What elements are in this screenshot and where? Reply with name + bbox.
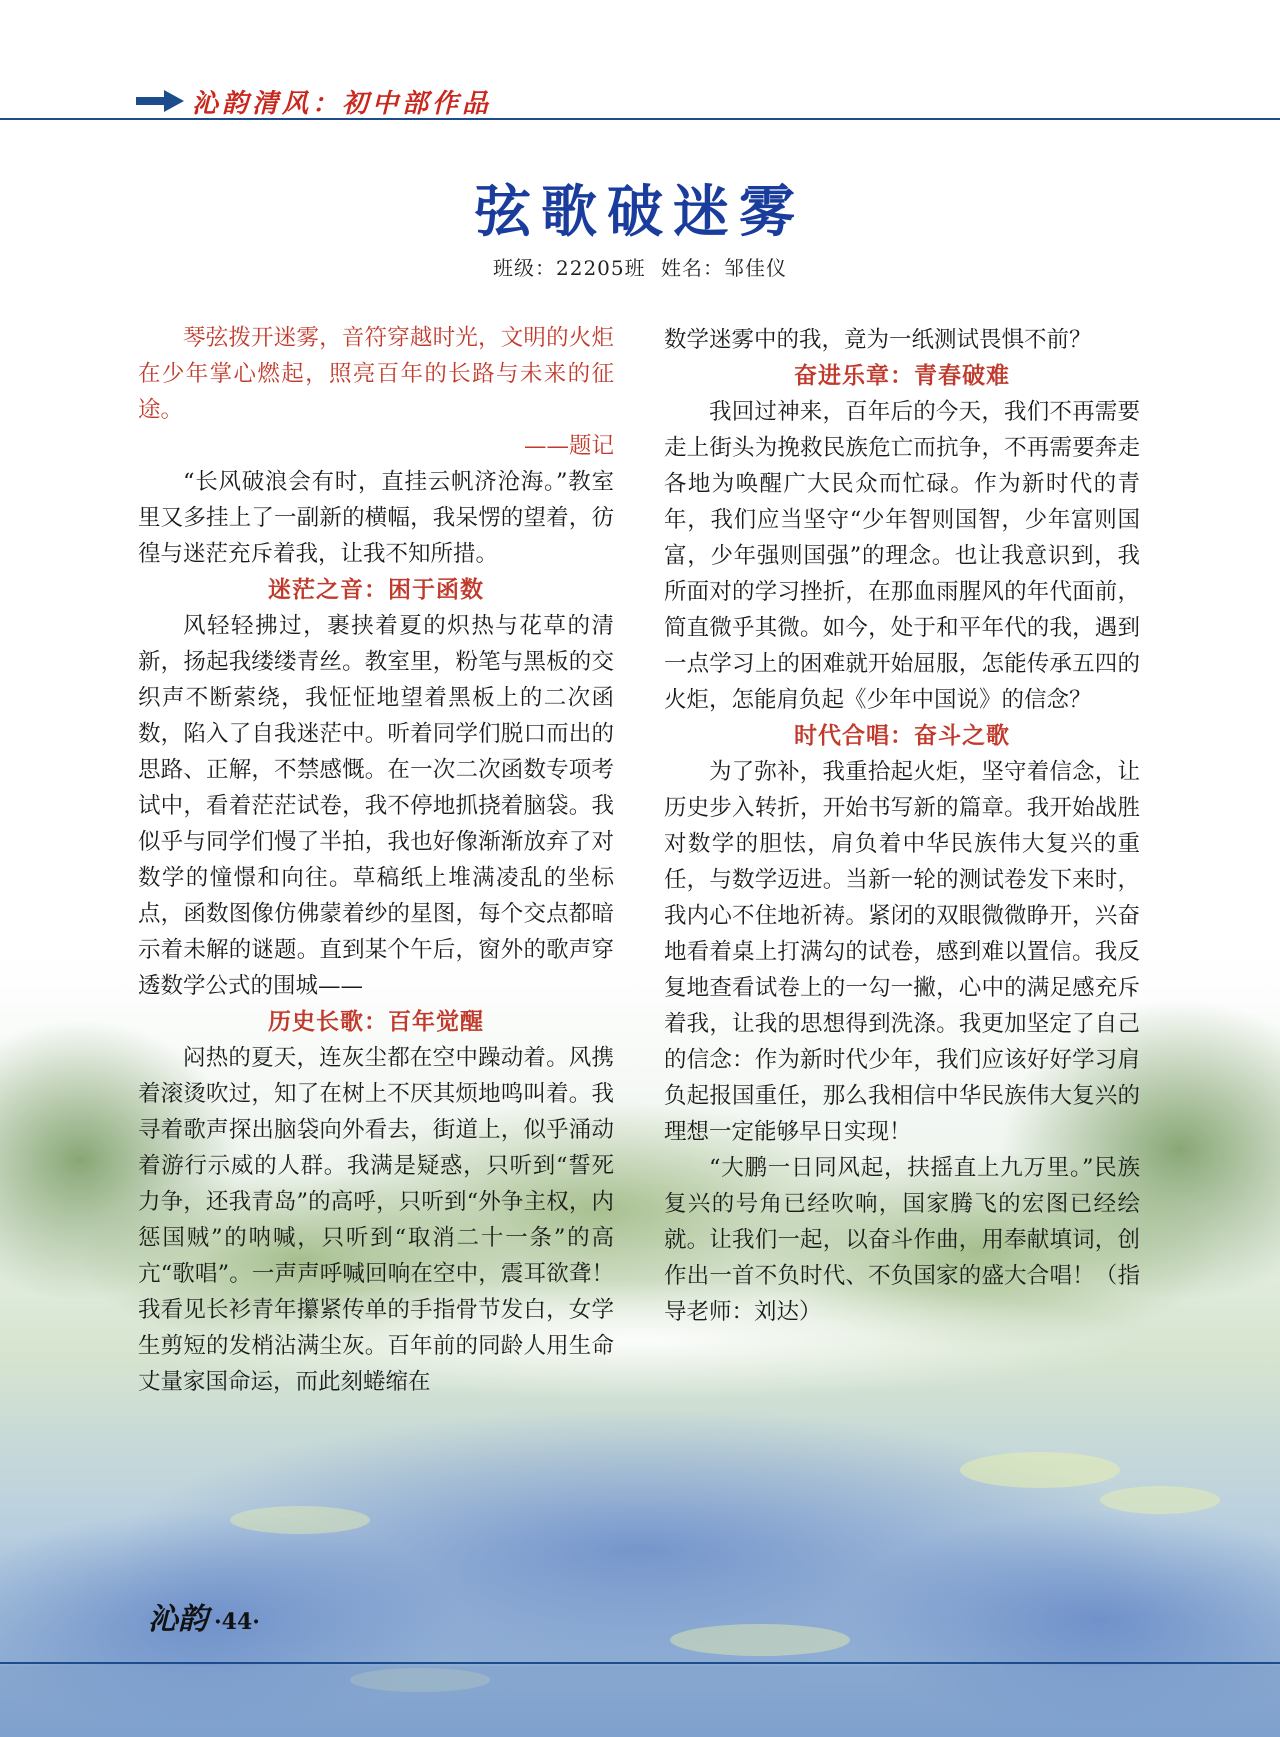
section-header [136,84,492,118]
header-divider [0,118,1280,120]
arrow-right-icon [136,90,184,112]
intro-paragraph: “长风破浪会有时，直挂云帆济沧海。”教室里又多挂上了一副新的横幅，我呆愣的望着，彷徨与迷茫充斥着我，让我不知所措。 [138,469,614,567]
footer-divider [0,1662,1280,1664]
subheading-4: 时代合唱：奋斗之歌 [794,723,1010,749]
section3-paragraph: 我回过神来，百年后的今天，我们不再需要走上街头为挽救民族危亡而抗争，不再需要奔走各地为唤醒广大民众而忙碌。作为新时代的青年，我们应当坚守“少年智则国智，少年富则国富，少年强则国强”的理念。也让我意识到，我所面对的学习挫折，在那血雨腥风的年代面前，简直微乎其微。如今，处于和平年代的我，遇到一点学习上的困难就开始屈服，怎能传承五四的火炬，怎能肩负起《少年中国说》的信念？ [664,399,1140,713]
closing-paragraph: “大鹏一日同风起，扶摇直上九万里。”民族复兴的号角已经吹响，国家腾飞的宏图已经绘就。让我们一起，以奋斗作曲，用奉献填词，创作出一首不负时代、不负国家的盛大合唱！（指导老师：刘达） [664,1155,1140,1325]
author-name: 姓名：邹佳仪 [660,256,787,280]
page-number: ·44· [214,1609,260,1635]
epigraph: 琴弦拨开迷雾，音符穿越时光，文明的火炬在少年掌心燃起，照亮百年的长路与未来的征途。 [138,325,614,423]
class-label: 班级：22205班 [493,256,646,280]
continuation-paragraph: 数学迷雾中的我，竟为一纸测试畏惧不前？ [664,327,1092,353]
page-footer [148,1594,260,1638]
right-column [664,322,1140,1330]
section2-paragraph: 闷热的夏天，连灰尘都在空中躁动着。风携着滚烫吹过，知了在树上不厌其烦地鸣叫着。我寻着歌声探出脑袋向外看去，街道上，似乎涌动着游行示威的人群。我满是疑惑，只听到“誓死力争，还我青岛”的高呼，只听到“外争主权，内惩国贼”的呐喊，只听到“取消二十一条”的高亢“歌唱”。一声声呼喊回响在空中，震耳欲聋！我看见长衫青年攥紧传单的手指骨节发白，女学生剪短的发梢沾满尘灰。百年前的同龄人用生命丈量家国命运，而此刻蜷缩在 [138,1045,614,1395]
epigraph-signature: ——题记 [523,433,614,459]
section-title: 沁韵清风：初中部作品 [192,88,493,119]
left-column [138,320,614,1400]
section1-paragraph: 风轻轻拂过，裹挟着夏的炽热与花草的清新，扬起我缕缕青丝。教室里，粉笔与黑板的交织声不断萦绕，我怔怔地望着黑板上的二次函数，陷入了自我迷茫中。听着同学们脱口而出的思路、正解，不禁感慨。在一次二次函数专项考试中，看着茫茫试卷，我不停地抓挠着脑袋。我似乎与同学们慢了半拍，我也好像渐渐放弃了对数学的憧憬和向往。草稿纸上堆满凌乱的坐标点，函数图像仿佛蒙着纱的星图，每个交点都暗示着未解的谜题。直到某个午后，窗外的歌声穿透数学公式的围城—— [138,613,614,999]
byline [0,252,1280,281]
magazine-name: 沁韵 [148,1602,208,1637]
subheading-3: 奋进乐章：青春破难 [794,363,1010,389]
article-title: 弦歌破迷雾 [475,180,805,245]
subheading-2: 历史长歌：百年觉醒 [268,1009,484,1035]
subheading-1: 迷茫之音：困于函数 [268,577,484,603]
section4-paragraph: 为了弥补，我重拾起火炬，坚守着信念，让历史步入转折，开始书写新的篇章。我开始战胜对数学的胆怯，肩负着中华民族伟大复兴的重任，与数学迈进。当新一轮的测试卷发下来时，我内心不住地祈祷。紧闭的双眼微微睁开，兴奋地看着桌上打满勾的试卷，感到难以置信。我反复地查看试卷上的一勾一撇，心中的满足感充斥着我，让我的思想得到洗涤。我更加坚定了自己的信念：作为新时代少年，我们应该好好学习肩负起报国重任，那么我相信中华民族伟大复兴的理想一定能够早日实现！ [664,759,1140,1145]
